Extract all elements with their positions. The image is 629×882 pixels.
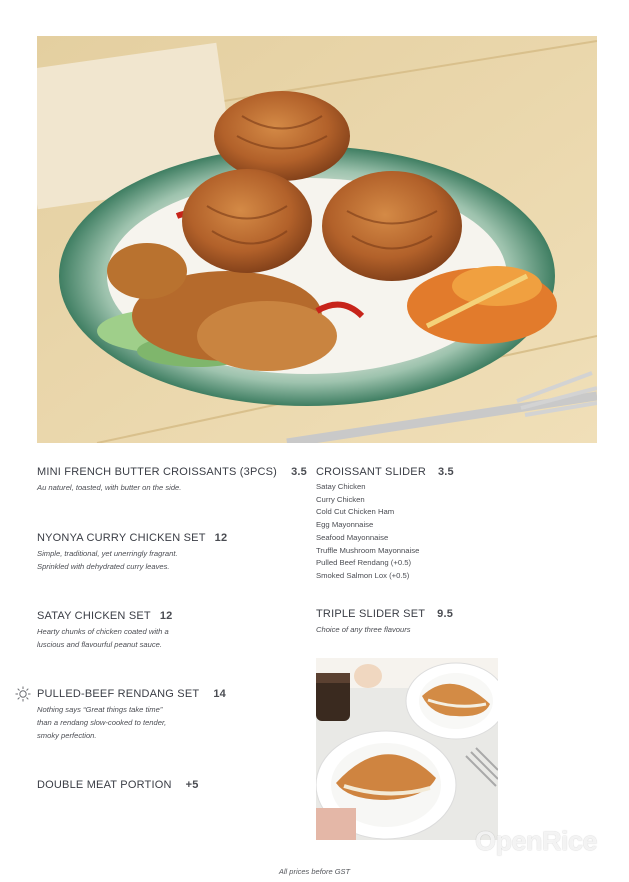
flavour-item: Seafood Mayonnaise bbox=[316, 532, 389, 542]
sun-emblem-icon bbox=[15, 686, 31, 702]
item-name: MINI FRENCH BUTTER CROISSANTS (3PCS) bbox=[37, 466, 278, 478]
menu-item-double-meat bbox=[37, 779, 199, 791]
menu-item-pulled-beef-rendang bbox=[37, 688, 226, 742]
menu-item-nyonya-curry bbox=[37, 532, 227, 573]
item-price: 12 bbox=[214, 532, 228, 544]
item-description: Nothing says “Great things take time” bbox=[37, 705, 163, 714]
item-name: TRIPLE SLIDER SET bbox=[316, 608, 426, 620]
item-name: PULLED-BEEF RENDANG SET bbox=[37, 688, 200, 700]
menu-item-mini-croissants bbox=[37, 466, 307, 494]
slider-photo bbox=[316, 658, 498, 840]
item-description: Au naturel, toasted, with butter on the side. bbox=[37, 483, 182, 492]
item-name: CROISSANT SLIDER bbox=[316, 466, 426, 478]
item-price: +5 bbox=[185, 779, 199, 791]
flavour-item: Smoked Salmon Lox (+0.5) bbox=[316, 570, 410, 580]
menu-item-croissant-slider bbox=[316, 466, 454, 583]
item-description: Hearty chunks of chicken coated with a bbox=[37, 627, 169, 636]
flavour-item: Cold Cut Chicken Ham bbox=[316, 507, 395, 517]
price-footnote: All prices before GST bbox=[278, 867, 351, 876]
flavour-item: Curry Chicken bbox=[316, 494, 365, 504]
hero-photo-croissant-platter bbox=[37, 36, 597, 443]
item-description: smoky perfection. bbox=[37, 731, 97, 740]
flavour-list bbox=[316, 481, 454, 583]
flavour-item: Egg Mayonnaise bbox=[316, 520, 374, 530]
item-description: than a rendang slow-cooked to tender, bbox=[37, 718, 167, 727]
item-price: 14 bbox=[213, 688, 226, 700]
openrice-watermark: OpenRice bbox=[475, 826, 598, 856]
flavour-item: Pulled Beef Rendang (+0.5) bbox=[316, 558, 412, 568]
item-description: Sprinkled with dehydrated curry leaves. bbox=[37, 562, 170, 571]
item-name: DOUBLE MEAT PORTION bbox=[37, 779, 172, 791]
item-price: 12 bbox=[159, 610, 173, 622]
menu-item-triple-slider bbox=[316, 608, 453, 636]
item-description: Simple, traditional, yet unerringly fragrant. bbox=[37, 549, 178, 558]
flavour-item: Satay Chicken bbox=[316, 482, 366, 491]
item-name: SATAY CHICKEN SET bbox=[37, 610, 151, 622]
menu-item-satay-chicken bbox=[37, 610, 172, 651]
item-price: 3.5 bbox=[437, 466, 454, 478]
item-price: 3.5 bbox=[291, 466, 307, 478]
item-description: Choice of any three flavours bbox=[316, 625, 411, 634]
item-name: NYONYA CURRY CHICKEN SET bbox=[37, 532, 206, 544]
item-description: luscious and flavourful peanut sauce. bbox=[37, 640, 162, 649]
item-price: 9.5 bbox=[437, 608, 454, 620]
flavour-item: Truffle Mushroom Mayonnaise bbox=[316, 545, 420, 555]
